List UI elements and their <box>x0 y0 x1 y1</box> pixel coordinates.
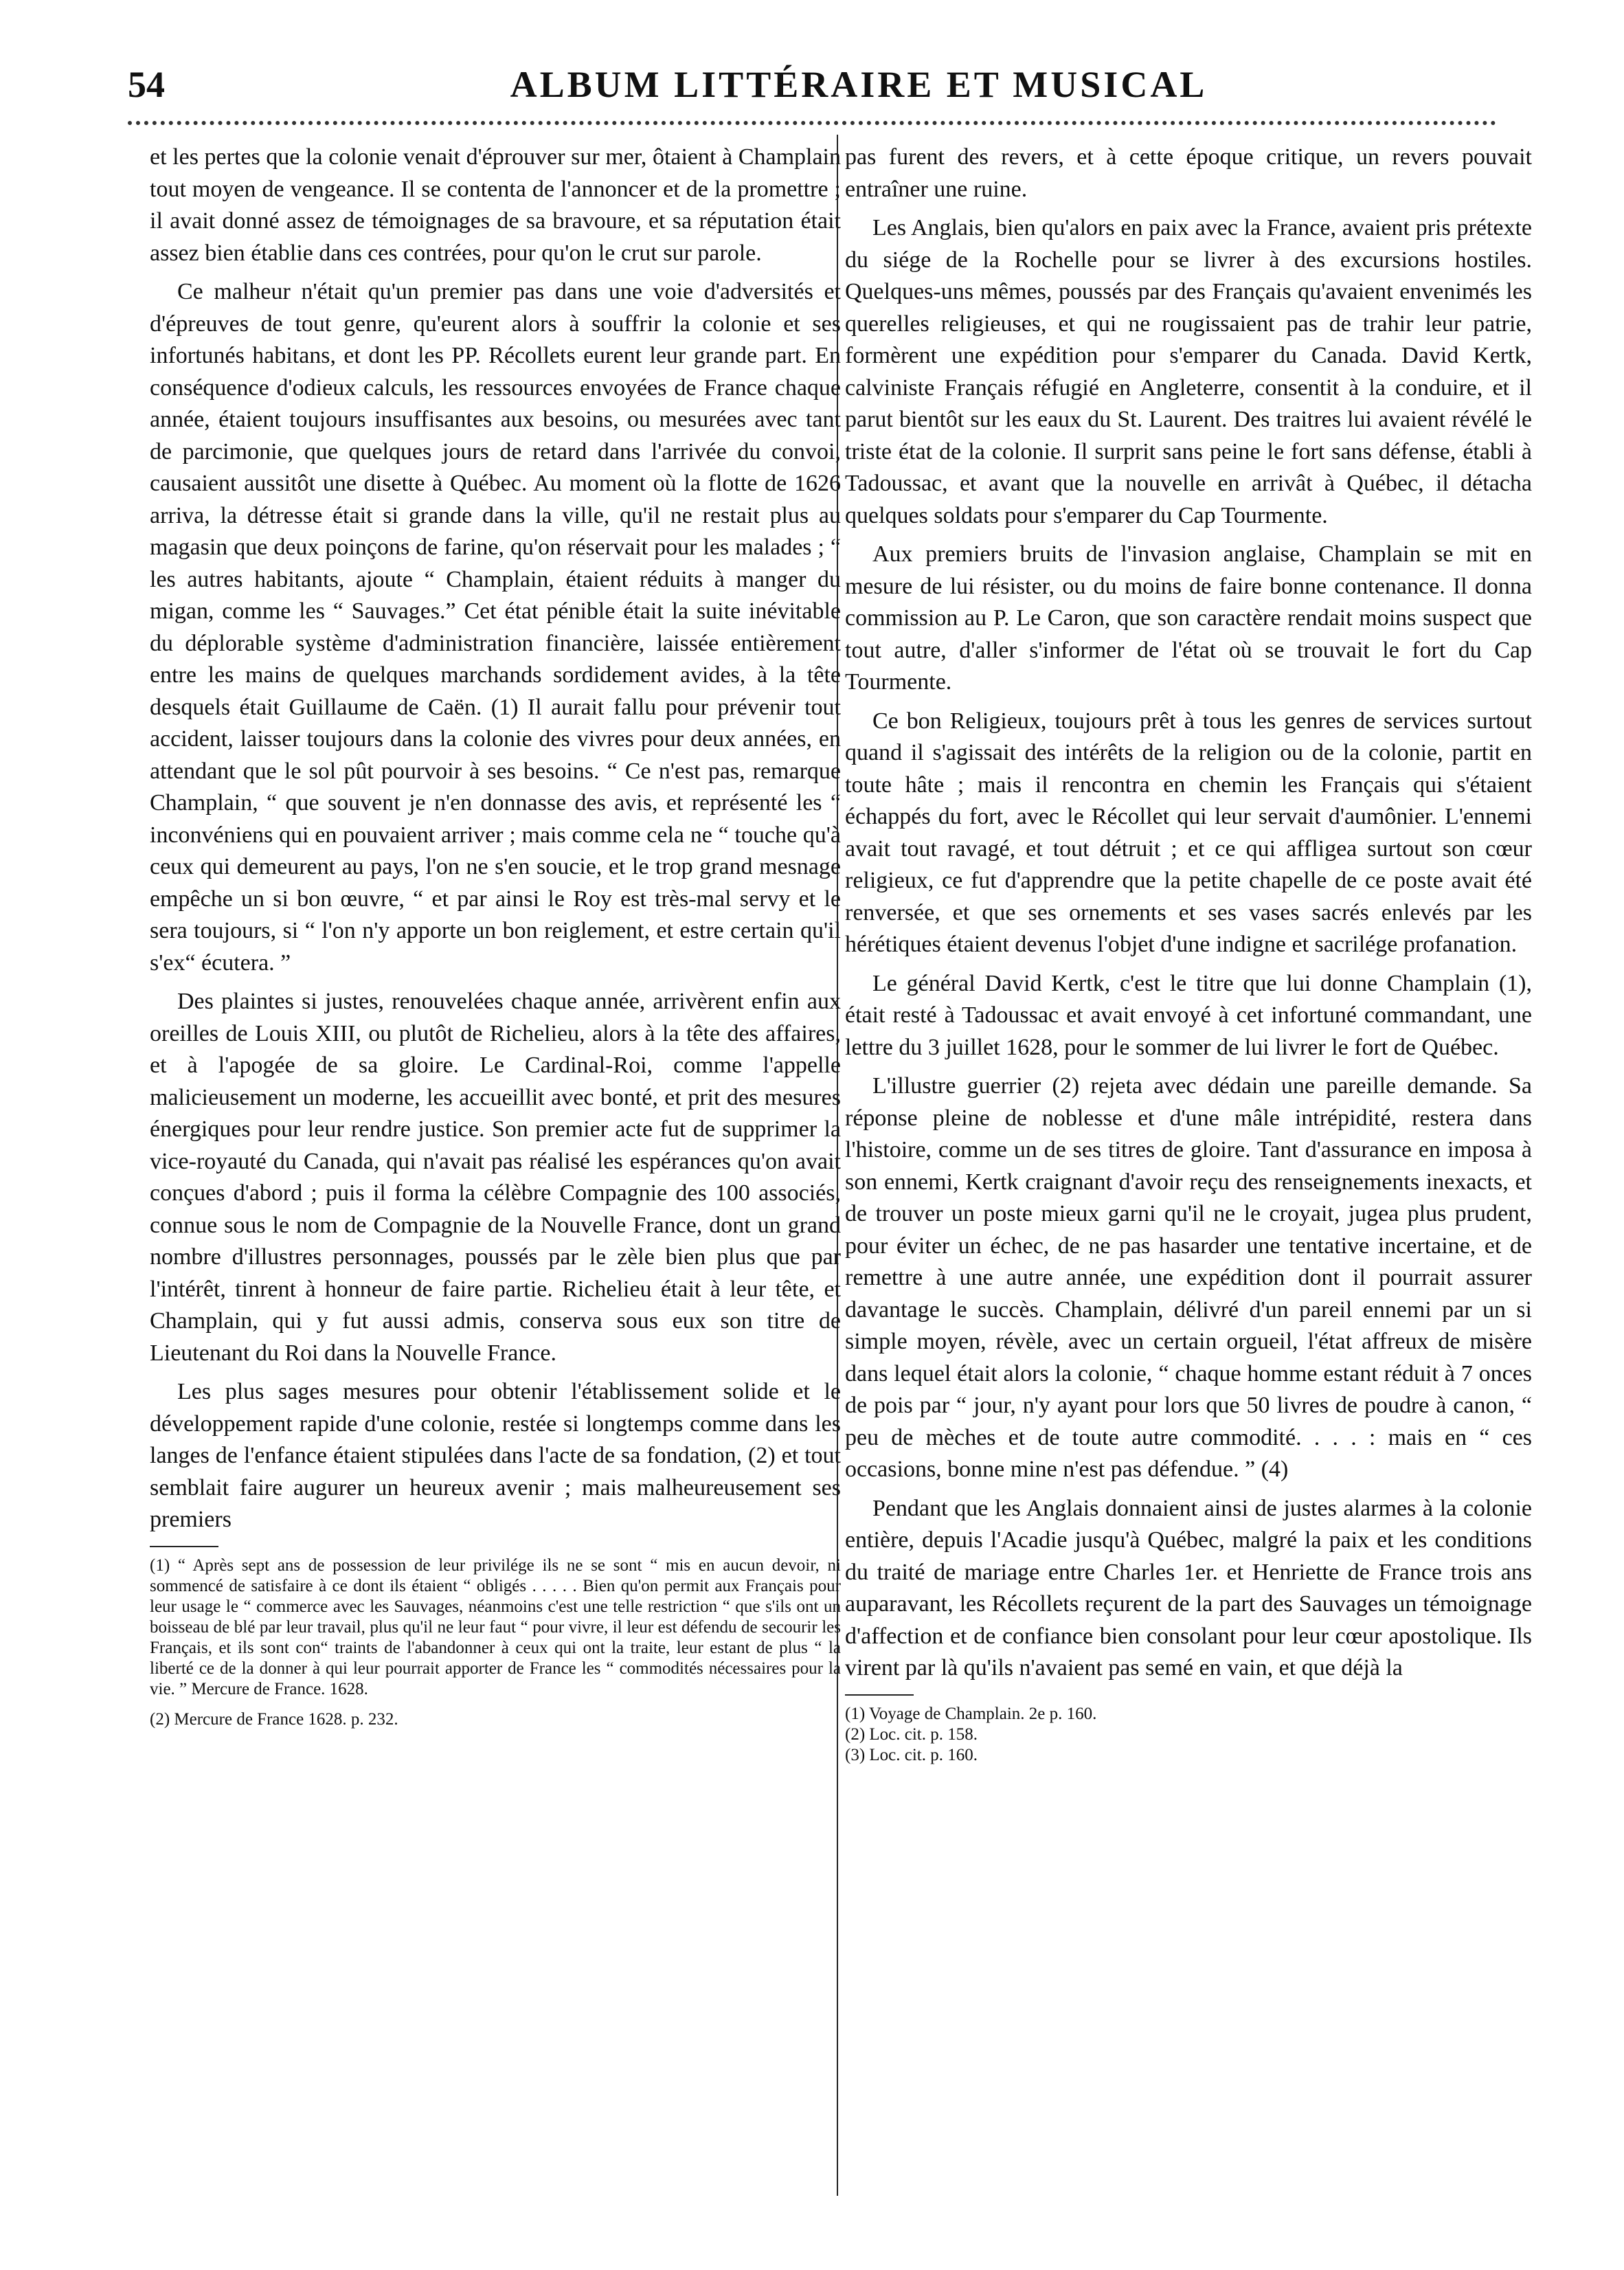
paragraph: et les pertes que la colonie venait d'éprouver sur mer, ôtaient à Champlain tout moyen de vengeance. Il se contenta de l'annoncer et de la promettre ; il avait donné assez de témoignages de sa bravoure, et sa réputation était assez bien établie dans ces contrées, pour qu'on le crut sur parole. <box>150 144 841 266</box>
header-rule <box>128 121 1496 125</box>
paragraph: Les Anglais, bien qu'alors en paix avec la France, avaient pris prétexte du siége de la Rochelle pour se livrer à des excursions hostiles. Quelques-uns mêmes, poussés par des Français qu'avaient envenimés les querelles religieuses, et qui ne rougissaient pas de trahir leur patrie, formèrent une expédition pour s'emparer du Canada. David Kertk, calviniste Français réfugié en Angleterre, consentit à la conduire, et il parut bientôt sur les eaux du St. Laurent. Des traitres lui avaient révélé le triste état de la colonie. Il surprit sans peine le fort sans défense, établi à Tadoussac, et avant que la nouvelle en arrivât à Québec, il détacha quelques soldats pour s'emparer du Cap Tourmente. <box>845 215 1532 528</box>
paragraph: Pendant que les Anglais donnaient ainsi de justes alarmes à la colonie entière, depuis l'Acadie jusqu'à Québec, malgré la paix et les conditions du traité de mariage entre Charles 1er. et Henriette de France trois ans auparavant, les Récollets reçurent de la part des Sauvages un témoignage d'affection et de confiance bien consolant pour leur cœur apostolique. Ils virent par là qu'ils n'avaient pas semé en vain, et que déjà la <box>845 1495 1532 1681</box>
paragraph: pas furent des revers, et à cette époque critique, un revers pouvait entraîner une ruine. <box>845 144 1532 202</box>
footnote: (2) Mercure de France 1628. p. 232. <box>150 1709 398 1729</box>
paragraph: Aux premiers bruits de l'invasion anglaise, Champlain se mit en mesure de lui résister, ou du moins de faire bonne contenance. Il donna commission au P. Le Caron, que son caractère rendait moins suspect que tout autre, d'aller s'informer de l'état où se trouvait le fort du Cap Tourmente. <box>845 541 1532 695</box>
page-title: ALBUM LITTÉRAIRE ET MUSICAL <box>510 64 1208 105</box>
paragraph: Ce malheur n'était qu'un premier pas dans une voie d'adversités et d'épreuves de tout genre, qu'eurent alors à souffrir la colonie et ses infortunés habitans, et dont les PP. Récollets eurent leur grande part. En conséquence d'odieux calculs, les ressources envoyées de France chaque année, étaient toujours insuffisantes aux besoins, ou mesurées avec tant de parcimonie, que quelques jours de retard dans l'arrivée du convoi, causaient aussitôt une disette à Québec. Au moment où la flotte de 1626 arriva, la détresse était si grande dans la ville, qu'il ne restait plus au magasin que deux poinçons de farine, qu'on réservait pour les malades ; “ les autres habitants, ajoute “ Champlain, étaient réduits à manger du migan, comme les “ Sauvages.” Cet état pénible était la suite inévitable du déplorable système d'administration financière, laissée entièrement entre les mains de quelques marchands sordidement avides, à la tête desquels était Guillaume de Caën. (1) Il aurait fallu pour prévenir tout accident, laisser toujours dans la colonie des vivres pour deux années, en attendant que le sol pût pourvoir à ses besoins. “ Ce n'est pas, remarque Champlain, “ que souvent je n'en donnasse des avis, et représenté les “ inconvéniens qui en pouvaient arriver ; mais comme cela ne “ touche qu'à ceux qui demeurent au pays, l'on ne s'en soucie, et le trop grand mesnage empêche un si bon œuvre, “ et par ainsi le Roy est très-mal servy et le sera toujours, si “ l'on n'y apporte un bon reiglement, et estre certain qu'il s'ex“ écutera. ” <box>150 279 841 976</box>
right-column <box>845 142 1532 1766</box>
paragraph: Les plus sages mesures pour obtenir l'établissement solide et le développement rapide d'une colonie, restée si longtemps comme dans les langes de l'enfance étaient stipulées dans l'acte de sa fondation, (2) et tout semblait faire augurer un heureux avenir ; mais malheureusement ses premiers <box>150 1379 841 1532</box>
footnote-rule <box>150 1546 218 1547</box>
paragraph: Le général David Kertk, c'est le titre que lui donne Champlain (1), était resté à Tadoussac et avait envoyé à cet infortuné commandant, une lettre du 3 juillet 1628, pour le sommer de lui livrer le fort de Québec. <box>845 970 1532 1060</box>
footnote: (1) Voyage de Champlain. 2e p. 160. <box>845 1704 1097 1723</box>
footnote: (3) Loc. cit. p. 160. <box>845 1745 978 1764</box>
paragraph: Des plaintes si justes, renouvelées chaque année, arrivèrent enfin aux oreilles de Louis XIII, ou plutôt de Richelieu, alors à la tête des affaires, et à l'apogée de sa gloire. Le Cardinal-Roi, comme l'appelle malicieusement un moderne, les accueillit avec bonté, et prit des mesures énergiques pour leur rendre justice. Son premier acte fut de supprimer la vice-royauté du Canada, qui n'avait pas réalisé les espérances qu'on avait conçues d'abord ; puis il forma la célèbre Compagnie des 100 associés, connue sous le nom de Compagnie de la Nouvelle France, dont un grand nombre d'illustres personnages, poussés par le zèle bien plus que par l'intérêt, tinrent à honneur de faire partie. Richelieu était à leur tête, et Champlain, qui y fut aussi admis, conserva sous eux son titre de Lieutenant du Roi dans la Nouvelle France. <box>150 989 841 1366</box>
paragraph: L'illustre guerrier (2) rejeta avec dédain une pareille demande. Sa réponse pleine de noblesse et d'une mâle intrépidité, restera dans l'histoire, comme un de ses titres de gloire. Tant d'assurance en imposa à son ennemi, Kertk craignant d'avoir reçu des renseignements inexacts, et de trouver un poste mieux garni qu'il ne le croyait, jugea plus prudent, pour éviter un échec, de ne pas hasarder une tentative incertaine, et de remettre à une autre année, une expédition dont il pourrait assurer davantage le succès. Champlain, délivré d'un pareil ennemi par un si simple moyen, révèle, avec un certain orgueil, l'état affreux de misère dans lequel était alors la colonie, “ chaque homme estant réduit à 7 onces de pois par “ jour, n'y ayant pour lors que 50 livres de poudre à canon, “ peu de mèches et de toute autre commodité. . . . : mais en “ ces occasions, bonne mine n'est pas défendue. ” (4) <box>845 1073 1532 1482</box>
left-column <box>150 142 841 1730</box>
paragraph: Ce bon Religieux, toujours prêt à tous les genres de services surtout quand il s'agissait des intérêts de la religion ou de la colonie, partit en toute hâte ; mais il rencontra en chemin les Français qui s'étaient échappés du fort, avec le Récollet qui leur servait d'aumônier. L'ennemi avait tout ravagé, et tout détruit ; et ce qui affligea surtout son cœur religieux, ce fut d'apprendre que la petite chapelle de ce poste avait été renversée, et que ses ornements et ses vases sacrés enlevés par les hérétiques étaient devenus l'objet d'une indigne et sacrilége profanation. <box>845 708 1532 957</box>
footnote: (2) Loc. cit. p. 158. <box>845 1724 978 1744</box>
page-number: 54 <box>128 64 165 105</box>
footnote-rule <box>845 1694 914 1696</box>
footnote: (1) “ Après sept ans de possession de leur privilége ils ne se sont “ mis en aucun devoir, ni sommencé de satisfaire à ce dont ils étaient “ obligés . . . . . Bien qu'on permit aux Français pour leur usage le “ commerce avec les Sauvages, néanmoins c'est une telle restriction “ que s'ils ont un boisseau de blé par leur travail, plus qu'il ne leur faut “ pour vivre, il leur est défendu de secourir les Français, et ils sont con“ traints de l'abandonner à ceux qui ont la traite, leur estant de plus “ la liberté ce de la donner à qui leur pourrait apporter de France les “ commodités nécessaires pour la vie. ” Mercure de France. 1628. <box>150 1555 841 1698</box>
